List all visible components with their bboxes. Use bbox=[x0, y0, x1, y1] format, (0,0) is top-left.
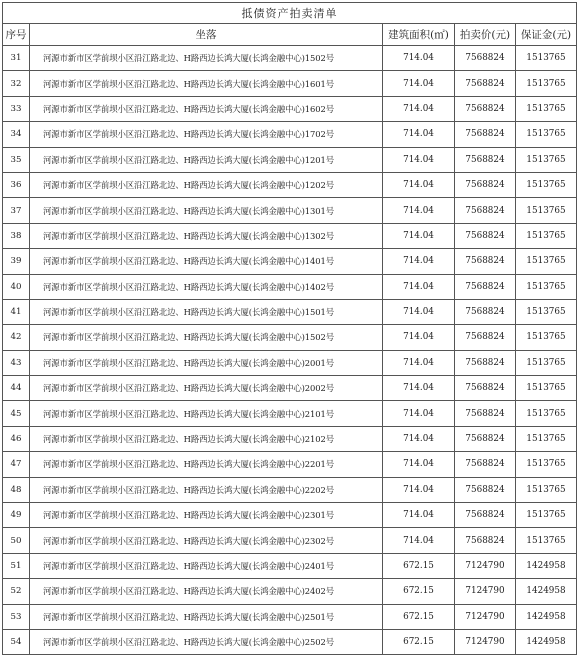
cell-price: 7568824 bbox=[455, 147, 516, 172]
cell-deposit: 1513765 bbox=[516, 528, 577, 553]
cell-seq: 33 bbox=[3, 96, 30, 121]
cell-deposit: 1513765 bbox=[516, 172, 577, 197]
table-row bbox=[3, 122, 577, 147]
table-row bbox=[3, 325, 577, 350]
table-row bbox=[3, 350, 577, 375]
cell-price: 7568824 bbox=[455, 96, 516, 121]
table-row bbox=[3, 553, 577, 578]
cell-location: 河源市新市区学前坝小区沿江路北边、H路西边长鸿大厦(长鸿金融中心)2101号 bbox=[30, 401, 383, 426]
cell-seq: 38 bbox=[3, 223, 30, 248]
cell-price: 7568824 bbox=[455, 528, 516, 553]
cell-deposit: 1513765 bbox=[516, 249, 577, 274]
cell-deposit: 1513765 bbox=[516, 477, 577, 502]
cell-deposit: 1513765 bbox=[516, 376, 577, 401]
cell-area: 714.04 bbox=[383, 96, 455, 121]
cell-area: 714.04 bbox=[383, 147, 455, 172]
cell-location: 河源市新市区学前坝小区沿江路北边、H路西边长鸿大厦(长鸿金融中心)1601号 bbox=[30, 71, 383, 96]
cell-location: 河源市新市区学前坝小区沿江路北边、H路西边长鸿大厦(长鸿金融中心)1602号 bbox=[30, 96, 383, 121]
cell-seq: 39 bbox=[3, 249, 30, 274]
cell-seq: 45 bbox=[3, 401, 30, 426]
cell-area: 714.04 bbox=[383, 350, 455, 375]
cell-deposit: 1424958 bbox=[516, 629, 577, 654]
cell-price: 7568824 bbox=[455, 452, 516, 477]
table-row bbox=[3, 147, 577, 172]
table-row bbox=[3, 629, 577, 654]
cell-location: 河源市新市区学前坝小区沿江路北边、H路西边长鸿大厦(长鸿金融中心)2402号 bbox=[30, 579, 383, 604]
cell-location: 河源市新市区学前坝小区沿江路北边、H路西边长鸿大厦(长鸿金融中心)1301号 bbox=[30, 198, 383, 223]
cell-price: 7124790 bbox=[455, 579, 516, 604]
cell-price: 7124790 bbox=[455, 553, 516, 578]
table-row bbox=[3, 223, 577, 248]
cell-location: 河源市新市区学前坝小区沿江路北边、H路西边长鸿大厦(长鸿金融中心)2002号 bbox=[30, 376, 383, 401]
cell-location: 河源市新市区学前坝小区沿江路北边、H路西边长鸿大厦(长鸿金融中心)1501号 bbox=[30, 299, 383, 324]
cell-area: 714.04 bbox=[383, 452, 455, 477]
cell-seq: 32 bbox=[3, 71, 30, 96]
cell-deposit: 1513765 bbox=[516, 426, 577, 451]
cell-price: 7568824 bbox=[455, 401, 516, 426]
table-row bbox=[3, 477, 577, 502]
table-row bbox=[3, 426, 577, 451]
table-row bbox=[3, 71, 577, 96]
cell-price: 7568824 bbox=[455, 426, 516, 451]
cell-price: 7568824 bbox=[455, 122, 516, 147]
cell-seq: 53 bbox=[3, 604, 30, 629]
cell-deposit: 1513765 bbox=[516, 350, 577, 375]
cell-deposit: 1513765 bbox=[516, 325, 577, 350]
cell-location: 河源市新市区学前坝小区沿江路北边、H路西边长鸿大厦(长鸿金融中心)2202号 bbox=[30, 477, 383, 502]
cell-location: 河源市新市区学前坝小区沿江路北边、H路西边长鸿大厦(长鸿金融中心)2102号 bbox=[30, 426, 383, 451]
cell-seq: 51 bbox=[3, 553, 30, 578]
table-row bbox=[3, 96, 577, 121]
cell-deposit: 1424958 bbox=[516, 579, 577, 604]
cell-seq: 48 bbox=[3, 477, 30, 502]
table-row bbox=[3, 274, 577, 299]
cell-price: 7568824 bbox=[455, 350, 516, 375]
cell-location: 河源市新市区学前坝小区沿江路北边、H路西边长鸿大厦(长鸿金融中心)1702号 bbox=[30, 122, 383, 147]
table-row bbox=[3, 452, 577, 477]
cell-price: 7568824 bbox=[455, 299, 516, 324]
cell-deposit: 1513765 bbox=[516, 299, 577, 324]
cell-seq: 47 bbox=[3, 452, 30, 477]
cell-area: 672.15 bbox=[383, 553, 455, 578]
cell-price: 7568824 bbox=[455, 172, 516, 197]
table-row bbox=[3, 401, 577, 426]
table-title: 抵债资产拍卖清单 bbox=[3, 3, 577, 24]
cell-area: 714.04 bbox=[383, 249, 455, 274]
cell-area: 714.04 bbox=[383, 477, 455, 502]
cell-area: 714.04 bbox=[383, 172, 455, 197]
cell-deposit: 1513765 bbox=[516, 198, 577, 223]
cell-area: 714.04 bbox=[383, 274, 455, 299]
cell-price: 7568824 bbox=[455, 325, 516, 350]
table-row bbox=[3, 299, 577, 324]
header-location: 坐落 bbox=[30, 24, 383, 46]
cell-price: 7568824 bbox=[455, 198, 516, 223]
cell-deposit: 1513765 bbox=[516, 122, 577, 147]
cell-location: 河源市新市区学前坝小区沿江路北边、H路西边长鸿大厦(长鸿金融中心)2401号 bbox=[30, 553, 383, 578]
table-row bbox=[3, 604, 577, 629]
cell-price: 7124790 bbox=[455, 604, 516, 629]
cell-seq: 40 bbox=[3, 274, 30, 299]
table-header-row bbox=[3, 24, 577, 46]
cell-location: 河源市新市区学前坝小区沿江路北边、H路西边长鸿大厦(长鸿金融中心)2001号 bbox=[30, 350, 383, 375]
cell-price: 7568824 bbox=[455, 503, 516, 528]
cell-deposit: 1513765 bbox=[516, 401, 577, 426]
cell-deposit: 1513765 bbox=[516, 274, 577, 299]
cell-area: 714.04 bbox=[383, 503, 455, 528]
cell-area: 714.04 bbox=[383, 299, 455, 324]
cell-deposit: 1513765 bbox=[516, 71, 577, 96]
cell-location: 河源市新市区学前坝小区沿江路北边、H路西边长鸿大厦(长鸿金融中心)1502号 bbox=[30, 46, 383, 71]
cell-price: 7124790 bbox=[455, 629, 516, 654]
cell-price: 7568824 bbox=[455, 223, 516, 248]
auction-list-sheet bbox=[2, 2, 576, 655]
cell-location: 河源市新市区学前坝小区沿江路北边、H路西边长鸿大厦(长鸿金融中心)1401号 bbox=[30, 249, 383, 274]
cell-deposit: 1513765 bbox=[516, 452, 577, 477]
cell-location: 河源市新市区学前坝小区沿江路北边、H路西边长鸿大厦(长鸿金融中心)1402号 bbox=[30, 274, 383, 299]
cell-price: 7568824 bbox=[455, 71, 516, 96]
cell-area: 714.04 bbox=[383, 426, 455, 451]
cell-location: 河源市新市区学前坝小区沿江路北边、H路西边长鸿大厦(长鸿金融中心)2501号 bbox=[30, 604, 383, 629]
cell-deposit: 1424958 bbox=[516, 553, 577, 578]
cell-price: 7568824 bbox=[455, 274, 516, 299]
cell-seq: 37 bbox=[3, 198, 30, 223]
cell-seq: 36 bbox=[3, 172, 30, 197]
cell-seq: 49 bbox=[3, 503, 30, 528]
cell-deposit: 1513765 bbox=[516, 503, 577, 528]
cell-location: 河源市新市区学前坝小区沿江路北边、H路西边长鸿大厦(长鸿金融中心)2302号 bbox=[30, 528, 383, 553]
table-body bbox=[3, 46, 577, 655]
cell-deposit: 1424958 bbox=[516, 604, 577, 629]
cell-area: 714.04 bbox=[383, 122, 455, 147]
cell-location: 河源市新市区学前坝小区沿江路北边、H路西边长鸿大厦(长鸿金融中心)1202号 bbox=[30, 172, 383, 197]
cell-deposit: 1513765 bbox=[516, 223, 577, 248]
cell-deposit: 1513765 bbox=[516, 96, 577, 121]
cell-location: 河源市新市区学前坝小区沿江路北边、H路西边长鸿大厦(长鸿金融中心)2502号 bbox=[30, 629, 383, 654]
cell-area: 714.04 bbox=[383, 223, 455, 248]
cell-area: 672.15 bbox=[383, 579, 455, 604]
cell-area: 714.04 bbox=[383, 71, 455, 96]
cell-price: 7568824 bbox=[455, 477, 516, 502]
auction-list-table bbox=[2, 2, 577, 655]
table-row bbox=[3, 172, 577, 197]
cell-deposit: 1513765 bbox=[516, 147, 577, 172]
cell-deposit: 1513765 bbox=[516, 46, 577, 71]
cell-price: 7568824 bbox=[455, 376, 516, 401]
table-row bbox=[3, 376, 577, 401]
table-row bbox=[3, 528, 577, 553]
header-deposit: 保证金(元) bbox=[516, 24, 577, 46]
header-seq: 序号 bbox=[3, 24, 30, 46]
cell-seq: 46 bbox=[3, 426, 30, 451]
cell-area: 714.04 bbox=[383, 401, 455, 426]
cell-seq: 44 bbox=[3, 376, 30, 401]
header-area: 建筑面积(㎡) bbox=[383, 24, 455, 46]
cell-area: 714.04 bbox=[383, 325, 455, 350]
cell-location: 河源市新市区学前坝小区沿江路北边、H路西边长鸿大厦(长鸿金融中心)2301号 bbox=[30, 503, 383, 528]
table-row bbox=[3, 249, 577, 274]
cell-seq: 35 bbox=[3, 147, 30, 172]
cell-seq: 31 bbox=[3, 46, 30, 71]
cell-location: 河源市新市区学前坝小区沿江路北边、H路西边长鸿大厦(长鸿金融中心)2201号 bbox=[30, 452, 383, 477]
cell-area: 714.04 bbox=[383, 376, 455, 401]
cell-location: 河源市新市区学前坝小区沿江路北边、H路西边长鸿大厦(长鸿金融中心)1502号 bbox=[30, 325, 383, 350]
cell-area: 714.04 bbox=[383, 46, 455, 71]
table-row bbox=[3, 46, 577, 71]
cell-area: 672.15 bbox=[383, 629, 455, 654]
cell-area: 714.04 bbox=[383, 528, 455, 553]
cell-seq: 52 bbox=[3, 579, 30, 604]
table-row bbox=[3, 503, 577, 528]
cell-seq: 54 bbox=[3, 629, 30, 654]
cell-seq: 41 bbox=[3, 299, 30, 324]
table-row bbox=[3, 198, 577, 223]
cell-seq: 34 bbox=[3, 122, 30, 147]
cell-price: 7568824 bbox=[455, 249, 516, 274]
cell-seq: 42 bbox=[3, 325, 30, 350]
header-price: 拍卖价(元) bbox=[455, 24, 516, 46]
cell-location: 河源市新市区学前坝小区沿江路北边、H路西边长鸿大厦(长鸿金融中心)1302号 bbox=[30, 223, 383, 248]
cell-price: 7568824 bbox=[455, 46, 516, 71]
table-row bbox=[3, 579, 577, 604]
cell-area: 672.15 bbox=[383, 604, 455, 629]
cell-location: 河源市新市区学前坝小区沿江路北边、H路西边长鸿大厦(长鸿金融中心)1201号 bbox=[30, 147, 383, 172]
table-title-row bbox=[3, 3, 577, 24]
cell-area: 714.04 bbox=[383, 198, 455, 223]
cell-seq: 50 bbox=[3, 528, 30, 553]
cell-seq: 43 bbox=[3, 350, 30, 375]
